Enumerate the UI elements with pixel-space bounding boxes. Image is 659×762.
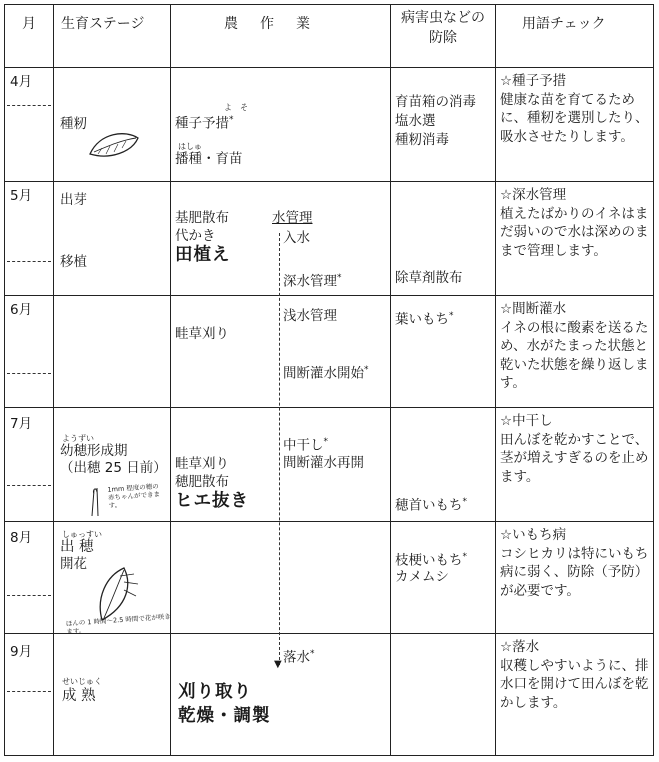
work-prep-ruby: よ そ xyxy=(224,103,248,112)
stage-panicle: 幼穂形成期 xyxy=(60,443,128,459)
term-blast: ☆いもち病 コシヒカリは特にいもち病に弱く、防除（予防）が必要です。 xyxy=(500,527,649,599)
half-month-divider xyxy=(7,373,51,374)
header-month: 月 xyxy=(22,16,36,32)
col-divider xyxy=(390,5,391,755)
col-divider xyxy=(495,5,496,755)
half-month-divider xyxy=(7,105,51,106)
stage-sprout: 出芽 xyxy=(60,192,87,208)
stage-panicle-sub: （出穂 25 日前） xyxy=(60,460,167,476)
work-sow: 播種・育苗 xyxy=(175,151,243,167)
col-divider xyxy=(170,5,171,755)
pest-box-disinfect: 育苗箱の消毒 xyxy=(395,94,476,110)
stage-ripen: 成 熟 xyxy=(62,688,96,704)
stage-seed: 種籾 xyxy=(60,116,87,132)
work-barnyard: ヒエ抜き xyxy=(175,491,249,511)
work-sow-ruby: はしゅ xyxy=(178,142,202,151)
work-deep-water: 深水管理* xyxy=(283,273,342,290)
work-shallow: 浅水管理 xyxy=(283,308,337,324)
work-dry: 乾燥・調製 xyxy=(178,706,271,726)
flower-illustration xyxy=(94,566,144,622)
stage-ripen-ruby: せいじゅく xyxy=(62,677,102,686)
term-intermittent: ☆間断灌水 イネの根に酸素を送るため、水がたまった状態と乾いた状態を繰り返します。 xyxy=(500,301,649,391)
stage-flowering: 開花 xyxy=(60,556,87,572)
stage-transplant: 移植 xyxy=(60,254,87,270)
pest-leaf-blast: 葉いもち* xyxy=(395,311,454,328)
pest-neck-blast: 穂首いもち* xyxy=(395,497,467,514)
seed-illustration xyxy=(86,128,142,162)
month-september: 9月 xyxy=(10,644,33,660)
term-midseason: ☆中干し 田んぼを乾かすことで、茎が増えすぎるのを止めます。 xyxy=(500,413,649,485)
row-divider xyxy=(5,181,653,182)
pest-stinkbug: カメムシ xyxy=(395,569,449,585)
row-divider xyxy=(5,295,653,296)
stage-heading: 出 穂 xyxy=(60,539,94,555)
pest-herbicide: 除草剤散布 xyxy=(395,270,463,286)
col-divider xyxy=(53,5,54,755)
half-month-divider xyxy=(7,595,51,596)
arrow-down-icon: ▼ xyxy=(274,659,282,670)
header-stage: 生育ステージ xyxy=(61,16,145,32)
stage-heading-ruby: しゅっすい xyxy=(62,530,102,539)
work-fert: 基肥散布 xyxy=(175,210,229,226)
panicle-sketch-icon xyxy=(86,484,108,518)
row-divider xyxy=(5,521,653,522)
work-prep: 種子予措* xyxy=(175,115,234,132)
header-work: 農 作 業 xyxy=(224,16,314,32)
work-puddle: 代かき xyxy=(175,228,216,244)
work-plant: 田植え xyxy=(175,245,231,265)
pest-node-blast: 枝梗いもち* xyxy=(395,552,467,569)
work-intermittent-resume: 間断灌水再開 xyxy=(283,455,364,471)
month-july: 7月 xyxy=(10,416,33,432)
work-midseason: 中干し* xyxy=(283,437,328,454)
half-month-divider xyxy=(7,261,51,262)
work-drain: 落水* xyxy=(283,649,315,666)
flower-note: ほんの 1 時間〜2.5 時間で花が咲きます。 xyxy=(65,612,172,636)
water-management-line xyxy=(279,233,280,665)
month-april: 4月 xyxy=(10,74,33,90)
pest-salt-selection: 塩水選 xyxy=(395,113,436,129)
work-weed2: 畦草刈り xyxy=(175,456,229,472)
month-june: 6月 xyxy=(10,302,33,318)
work-harvest: 刈り取り xyxy=(178,682,252,702)
term-drain: ☆落水 収穫しやすいように、排水口を開けて田んぼを乾かします。 xyxy=(500,639,649,711)
row-divider xyxy=(5,67,653,68)
panicle-note: 1mm 程度の穂の赤ちゃんができます。 xyxy=(107,482,161,510)
work-water-in: 入水 xyxy=(283,230,310,246)
term-seed-prep: ☆種子予措 健康な苗を育てるために、種籾を選別したり、吸水させたりします。 xyxy=(500,73,649,145)
work-ear-fert: 穂肥散布 xyxy=(175,474,229,490)
month-may: 5月 xyxy=(10,188,33,204)
work-weed: 畦草刈り xyxy=(175,326,229,342)
work-intermittent-start: 間断灌水開始* xyxy=(283,365,369,382)
pest-seed-disinfect: 種籾消毒 xyxy=(395,132,449,148)
half-month-divider xyxy=(7,691,51,692)
header-terms: 用語チェック xyxy=(522,16,606,32)
month-august: 8月 xyxy=(10,530,33,546)
half-month-divider xyxy=(7,485,51,486)
term-deep-water: ☆深水管理 植えたばかりのイネはまだ弱いので水は深めのままで管理します。 xyxy=(500,187,649,259)
row-divider xyxy=(5,407,653,408)
stage-panicle-ruby: ようずい xyxy=(62,434,94,443)
header-pest: 病害虫などの 防除 xyxy=(401,10,485,46)
work-water-mgmt: 水管理 xyxy=(272,210,313,226)
